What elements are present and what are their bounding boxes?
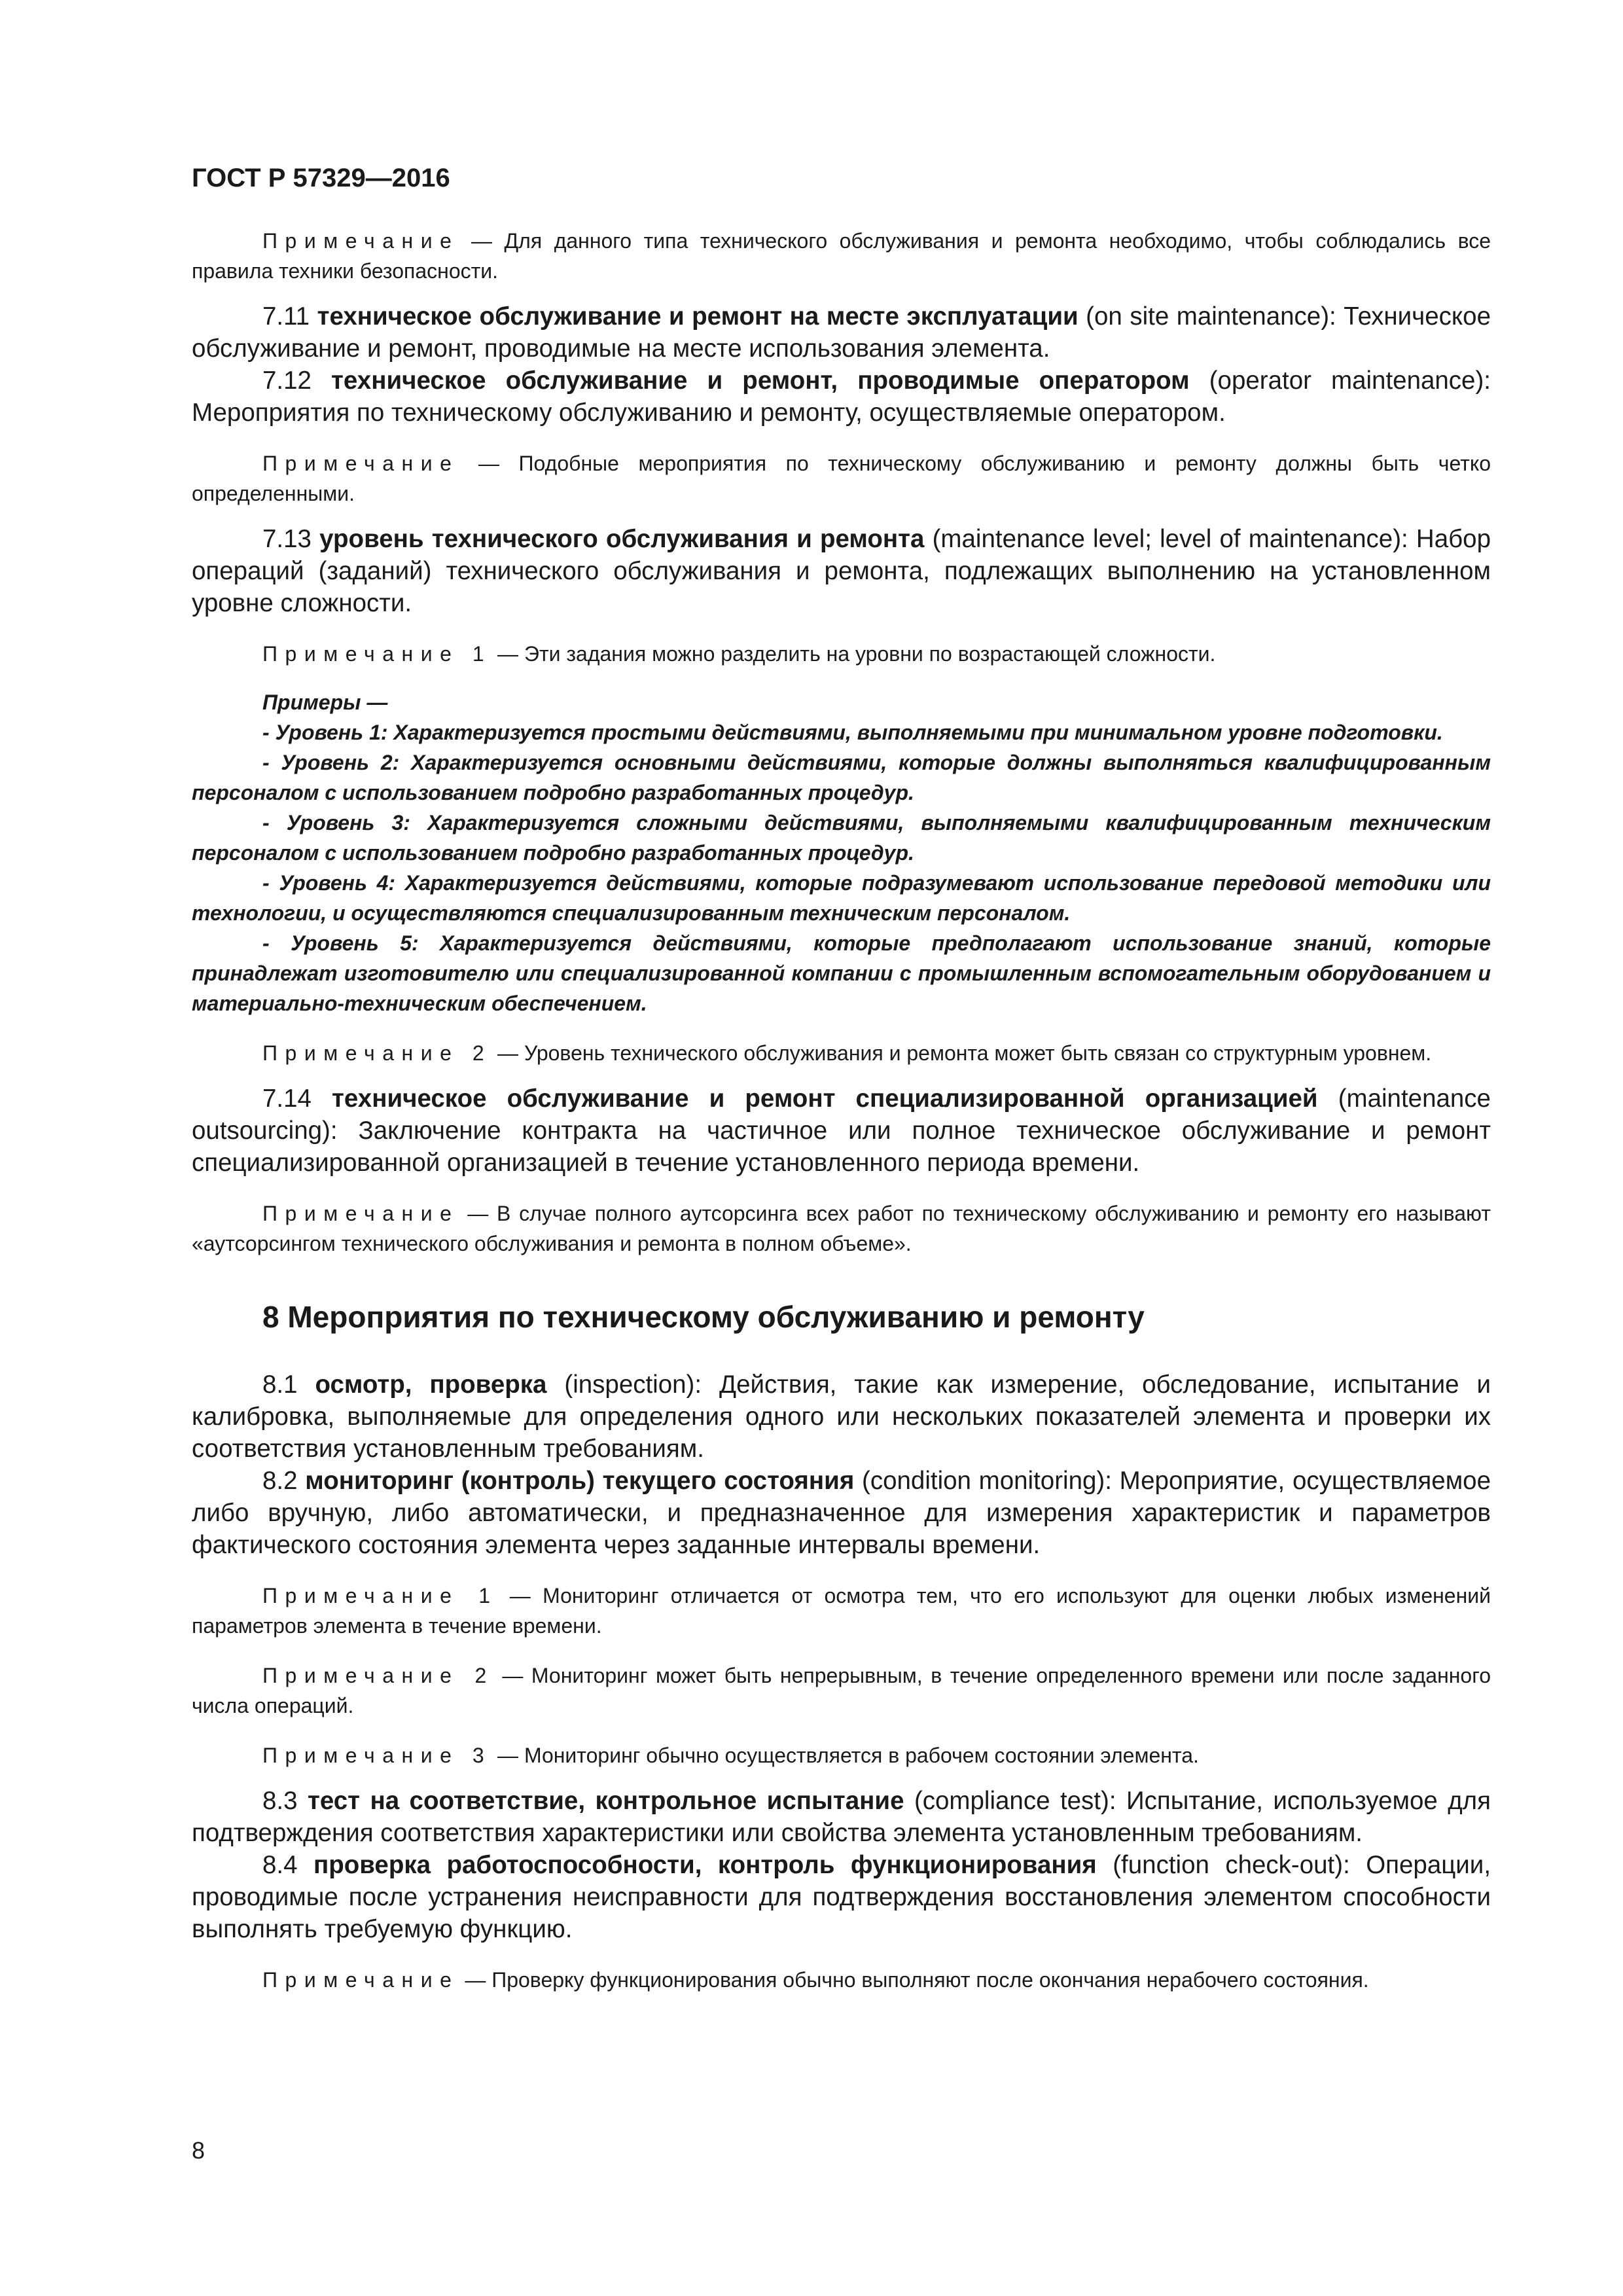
- note-number: 1: [459, 642, 492, 666]
- term-number: 8.3: [262, 1787, 308, 1815]
- note-number: 3: [459, 1744, 492, 1767]
- term-definition: (compliance test): Испытание, используемое для подтверждения соответствия характеристики или свойства элемента установленным требованиям.: [192, 1787, 1491, 1847]
- example-level-3: - Уровень 3: Характеризуется сложными действиями, выполняемыми квалифицированным техническим персоналом с использованием подробно разработанных процедур.: [192, 811, 1491, 865]
- term-name: мониторинг (контроль) текущего состояния: [305, 1467, 855, 1495]
- term-7-12: [192, 365, 1491, 429]
- term-number: 7.12: [262, 367, 332, 395]
- note-text: — Подобные мероприятия по техническому обслуживанию и ремонту должны быть четко определенными.: [192, 452, 1491, 505]
- note: [192, 1581, 1491, 1641]
- note-label: Примечание: [262, 452, 459, 475]
- note-label: Примечание: [262, 1968, 459, 1992]
- term-7-13: [192, 523, 1491, 619]
- example-level-2: - Уровень 2: Характеризуется основными действиями, которые должны выполняться квалифицированным персоналом с использованием подробно разработанных процедур.: [192, 751, 1491, 804]
- note: [192, 1740, 1491, 1770]
- term-definition: (condition monitoring): Мероприятие, осуществляемое либо вручную, либо автоматически, и предназначенное для измерения характеристик и параметров фактического состояния элемента через заданные интервалы времени.: [192, 1467, 1491, 1559]
- note: [192, 448, 1491, 509]
- term-definition: (operator maintenance): Мероприятия по техническому обслуживанию и ремонту, осуществляемые оператором.: [192, 367, 1491, 427]
- note-text: — Мониторинг обычно осуществляется в рабочем состоянии элемента.: [491, 1744, 1199, 1767]
- note-text: — В случае полного аутсорсинга всех работ по техническому обслуживанию и ремонту его называют «аутсорсингом технического обслуживания и ремонта в полном объеме».: [192, 1202, 1491, 1255]
- term-7-14: [192, 1083, 1491, 1179]
- note-label: Примечание: [262, 642, 459, 666]
- term-8-2: [192, 1465, 1491, 1561]
- term-name: техническое обслуживание и ремонт специализированной организацией: [332, 1085, 1318, 1113]
- term-name: осмотр, проверка: [315, 1371, 547, 1399]
- note-label: Примечание: [262, 229, 459, 253]
- note-number: 2: [459, 1664, 494, 1687]
- term-name: уровень технического обслуживания и ремонта: [319, 525, 925, 553]
- term-number: 8.4: [262, 1851, 313, 1879]
- note: [192, 639, 1491, 669]
- note-text: — Для данного типа технического обслуживания и ремонта необходимо, чтобы соблюдались все правила техники безопасности.: [192, 229, 1491, 283]
- term-name: проверка работоспособности, контроль функционирования: [313, 1851, 1097, 1879]
- term-definition: (function check-out): Операции, проводимые после устранения неисправности для подтверждения восстановления элементом способности выполнять требуемую функцию.: [192, 1851, 1491, 1943]
- note-text: — Эти задания можно разделить на уровни по возрастающей сложности.: [491, 642, 1216, 666]
- note: [192, 1660, 1491, 1721]
- document-body: [192, 226, 1491, 1995]
- note-label: Примечание: [262, 1202, 459, 1225]
- document-header: ГОСТ Р 57329—2016: [192, 164, 450, 192]
- note-label: Примечание: [262, 1664, 459, 1687]
- note: [192, 1038, 1491, 1068]
- note-number: 1: [459, 1584, 498, 1607]
- term-definition: (maintenance level; level of maintenance): Набор операций (заданий) технического обслуживания и ремонта, подлежащих выполнению на установленном уровне сложности.: [192, 525, 1491, 617]
- term-number: 7.11: [262, 302, 317, 331]
- note-number: 2: [459, 1041, 492, 1065]
- example-level-4: - Уровень 4: Характеризуется действиями, которые подразумевают использование передовой методики или технологии, и осуществляются специализированным техническим персоналом.: [192, 871, 1491, 925]
- example-level-5: - Уровень 5: Характеризуется действиями, которые предполагают использование знаний, которые принадлежат изготовителю или специализированной компании с промышленным вспомогательным оборудованием и материально-техническим обеспечением.: [192, 931, 1491, 1015]
- term-7-11: [192, 300, 1491, 365]
- note-label: Примечание: [262, 1744, 459, 1767]
- note: [192, 1198, 1491, 1259]
- page-number: 8: [192, 2137, 205, 2164]
- section-8-title: 8 Мероприятия по техническому обслуживанию и ремонту: [262, 1300, 1145, 1334]
- term-name: техническое обслуживание и ремонт, проводимые оператором: [331, 367, 1190, 395]
- term-definition: (maintenance outsourcing): Заключение контракта на частичное или полное техническое обслуживание и ремонт специализированной организацией в течение установленного периода времени.: [192, 1085, 1491, 1177]
- term-name: тест на соответствие, контрольное испытание: [307, 1787, 904, 1815]
- term-8-1: [192, 1369, 1491, 1465]
- term-number: 8.2: [262, 1467, 306, 1495]
- note-text: — Уровень технического обслуживания и ремонта может быть связан со структурным уровнем.: [491, 1041, 1432, 1065]
- term-8-3: [192, 1785, 1491, 1849]
- note-text: — Мониторинг отличается от осмотра тем, что его используют для оценки любых изменений параметров элемента в течение времени.: [192, 1584, 1491, 1638]
- note-text: — Проверку функционирования обычно выполняют после окончания нерабочего состояния.: [459, 1968, 1369, 1992]
- term-definition: (on site maintenance): Техническое обслуживание и ремонт, проводимые на месте использования элемента.: [192, 302, 1491, 363]
- term-number: 7.14: [262, 1085, 332, 1113]
- note: [192, 226, 1491, 286]
- note-label: Примечание: [262, 1584, 459, 1607]
- example-level-1: - Уровень 1: Характеризуется простыми действиями, выполняемыми при минимальном уровне подготовки.: [262, 721, 1443, 744]
- note-text: — Мониторинг может быть непрерывным, в течение определенного времени или после заданного числа операций.: [192, 1664, 1491, 1717]
- term-number: 8.1: [262, 1371, 315, 1399]
- note-label: Примечание: [262, 1041, 459, 1065]
- term-8-4: [192, 1849, 1491, 1945]
- examples-title: Примеры —: [262, 691, 388, 714]
- term-number: 7.13: [262, 525, 320, 553]
- note: [192, 1965, 1491, 1995]
- term-definition: (inspection): Действия, такие как измерение, обследование, испытание и калибровка, выполняемые для определения одного или нескольких показателей элемента и проверки их соответствия установленным требованиям.: [192, 1371, 1491, 1463]
- term-name: техническое обслуживание и ремонт на месте эксплуатации: [317, 302, 1079, 331]
